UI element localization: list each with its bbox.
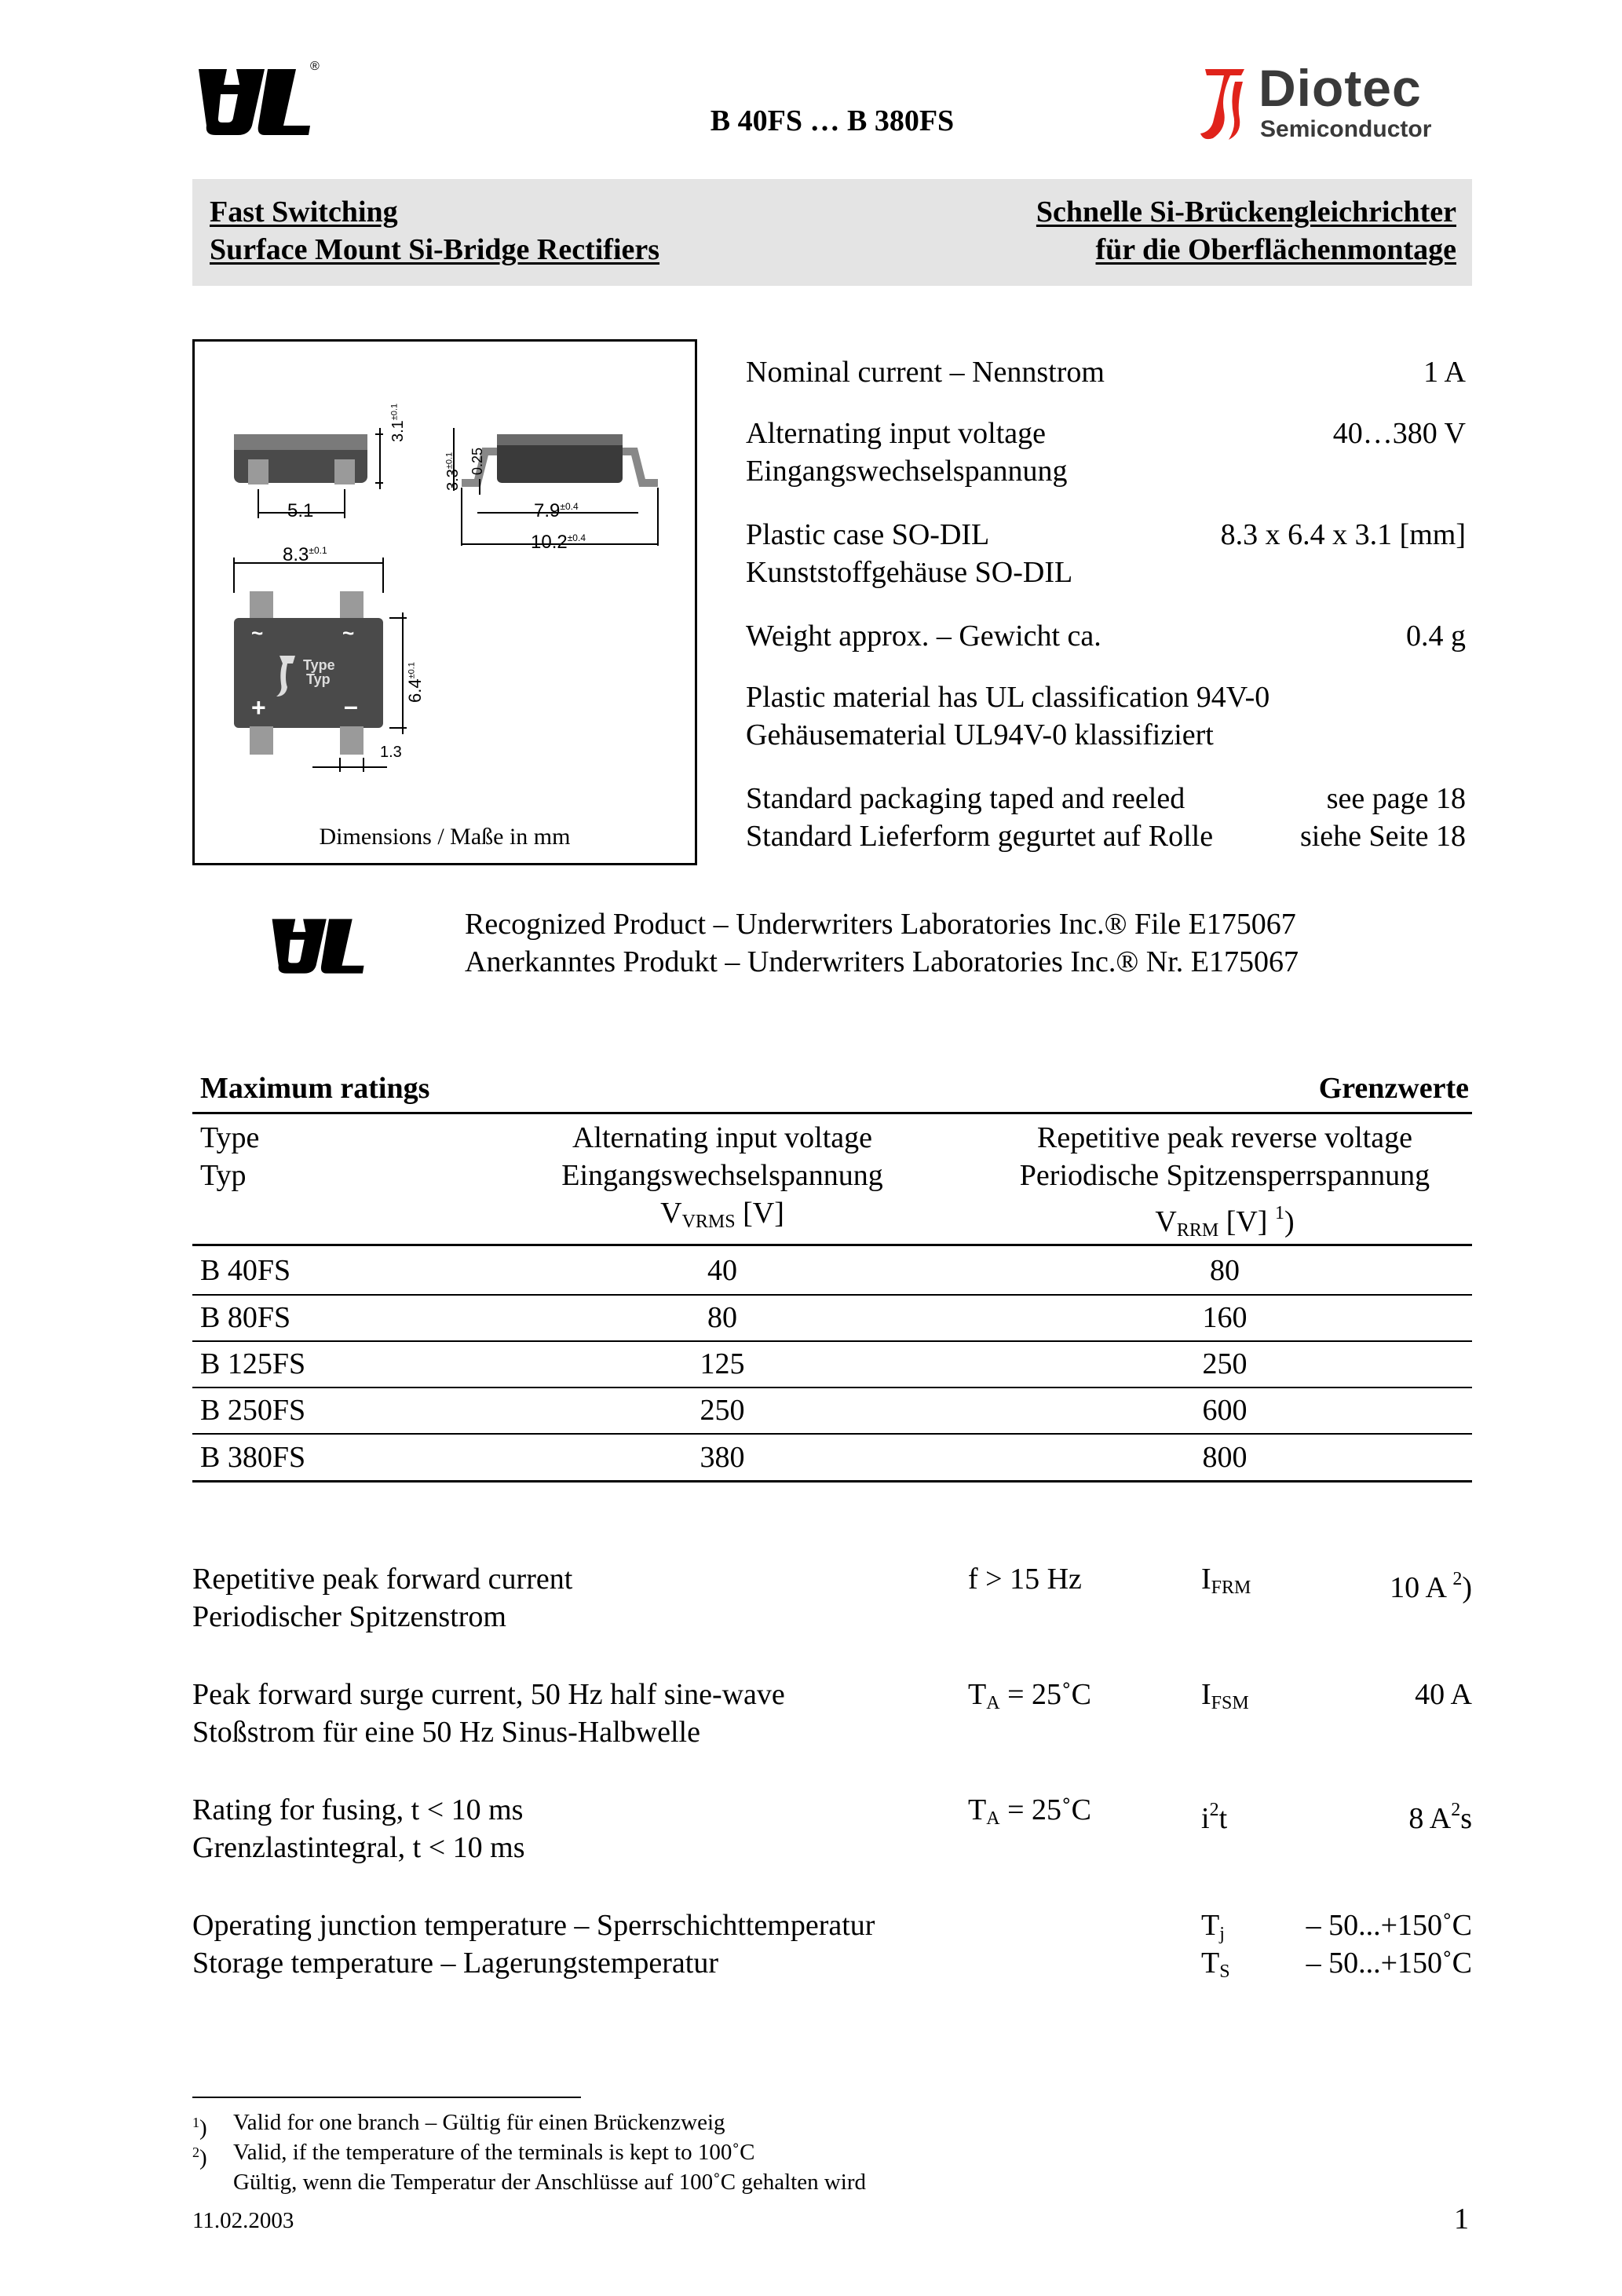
diotec-logo xyxy=(1197,61,1480,148)
table-bottom-rule xyxy=(192,1480,1472,1483)
brand-name: Diotec xyxy=(1259,59,1422,117)
ul-registered-mark: ® xyxy=(310,60,320,73)
page-number: 1 xyxy=(1454,2203,1469,2236)
pin-ac-right: ~ xyxy=(342,621,355,645)
banner-title-de-2: für die Oberflächenmontage xyxy=(1095,233,1456,266)
ul-logo-header xyxy=(192,60,326,141)
title-banner xyxy=(192,179,1472,286)
spec-input-voltage: Alternating input voltage Eingangswechselspannung 40…380 V xyxy=(746,417,1466,488)
spec-ul-classification: Plastic material has UL classification 94V-0 Gehäusematerial UL94V-0 klassifiziert xyxy=(746,681,1270,751)
spec-plastic-case: Plastic case SO-DIL Kunststoffgehäuse SO-DIL 8.3 x 6.4 x 3.1 [mm] xyxy=(746,518,1466,589)
dim-lead-span: $7.9^{\pm 0.4}$ xyxy=(534,500,579,521)
table-top-rule xyxy=(192,1112,1472,1114)
pin-minus: – xyxy=(344,692,358,720)
ul-recognized-de: Anerkanntes Produkt – Underwriters Laboratories Inc.® Nr. E175067 xyxy=(465,945,1299,978)
dim-lead-width: 1.3 xyxy=(380,744,402,761)
table-row: B 80FS 80 160 xyxy=(200,1301,1248,1334)
footer-date: 11.02.2003 xyxy=(192,2208,294,2233)
table-row: B 125FS 125 250 xyxy=(200,1347,1248,1380)
footnote-1: $^1$) Valid for one branch – Gültig für einen Brückenzweig xyxy=(192,2110,725,2141)
max-ratings-title-de: Grenzwerte xyxy=(1318,1072,1469,1105)
spec-packaging: Standard packaging taped and reeled Standard Lieferform gegurtet auf Rolle see page 18 siehe Seite 18 xyxy=(746,780,1472,855)
ul-mark-icon xyxy=(267,911,377,982)
footnote-rule xyxy=(192,2097,581,2098)
marking-type: Type xyxy=(303,657,335,673)
ul-recognized-en: Recognized Product – Underwriters Laboratories Inc.® File E175067 xyxy=(465,908,1296,941)
dim-length: $8.3^{\pm 0.1}$ xyxy=(283,544,327,565)
dim-lead-thickness: 0.25 xyxy=(469,447,485,475)
banner-title-en-2: Surface Mount Si-Bridge Rectifiers xyxy=(210,233,660,266)
page-title: B 40FS … B 380FS xyxy=(710,104,955,137)
table-row-rule xyxy=(192,1433,1472,1435)
dim-height-side: $3.1^{\pm 0.1}$ xyxy=(389,403,407,442)
ul-logo-icon xyxy=(192,63,326,141)
param-fusing-rating: Rating for fusing, t < 10 ms Grenzlastintegral, t < 10 ms $T_A$ = 25˚C $i^2t$ 8 $A^2s$ xyxy=(192,1793,1472,1864)
temp-junction: Operating junction temperature – Sperrschichttemperatur $T_j$ – 50...+150˚C xyxy=(192,1909,1472,1944)
packaging-page-link-de[interactable]: siehe Seite 18 xyxy=(1299,820,1466,853)
pin-plus: + xyxy=(251,693,266,722)
param-repetitive-forward-current: Repetitive peak forward current Periodischer Spitzenstrom f > 15 Hz $I_{FRM}$ 10 A $^2$) xyxy=(192,1563,1472,1633)
dim-width: $6.4^{\pm 0.1}$ xyxy=(405,662,425,703)
col-vrms-header: Alternating input voltage Eingangswechselspannung $V_{VRMS}$ [V] xyxy=(561,1121,883,1232)
package-drawing-box xyxy=(192,339,697,865)
pin-ac-left: ~ xyxy=(251,621,264,645)
param-surge-current: Peak forward surge current, 50 Hz half sine-wave Stoßstrom für eine 50 Hz Sinus-Halbwelle $T_A$ = 25˚C $I_{FSM}$ 40 A xyxy=(192,1678,1472,1749)
footnote-2: $^2$) Valid, if the temperature of the terminals is kept to 100˚C xyxy=(192,2140,755,2170)
brand-subtitle: Semiconductor xyxy=(1260,116,1432,142)
dim-pitch: 5.1 xyxy=(287,500,314,521)
table-row: B 250FS 250 600 xyxy=(200,1394,1248,1427)
banner-title-en-1: Fast Switching xyxy=(210,196,398,229)
drawing-caption: Dimensions / Maße in mm xyxy=(319,824,571,850)
spec-weight: Weight approx. – Gewicht ca. 0.4 g xyxy=(746,620,1466,653)
dim-height-end: $3.3^{\pm 0.1}$ xyxy=(444,452,462,491)
col-vrrm-header: Repetitive peak reverse voltage Periodische Spitzensperrspannung $V_{RRM}$ [V] $^1$) xyxy=(1019,1121,1430,1241)
col-type-header: Type Typ xyxy=(200,1121,260,1192)
dim-total-width: $10.2^{\pm 0.4}$ xyxy=(531,532,586,553)
ul-logo-small xyxy=(267,911,377,982)
diotec-emblem-icon xyxy=(1197,64,1252,143)
table-row: B 40FS 40 80 xyxy=(200,1254,1240,1287)
max-ratings-title: Maximum ratings xyxy=(200,1072,430,1105)
table-row: B 380FS 380 800 xyxy=(200,1441,1248,1474)
banner-title-de-1: Schnelle Si-Brückengleichrichter xyxy=(1036,196,1456,229)
spec-nominal-current: Nominal current – Nennstrom 1 A xyxy=(746,356,1466,389)
temp-storage: Storage temperature – Lagerungstemperatur $T_S$ – 50...+150˚C xyxy=(192,1947,1472,1982)
table-header-rule xyxy=(192,1244,1472,1246)
package-outline-drawing xyxy=(195,342,695,813)
packaging-page-link[interactable]: see page 18 xyxy=(1326,782,1466,815)
footnote-2-de: Gültig, wenn die Temperatur der Anschlüsse auf 100˚C gehalten wird xyxy=(233,2170,867,2195)
marking-typ: Typ xyxy=(306,671,331,687)
